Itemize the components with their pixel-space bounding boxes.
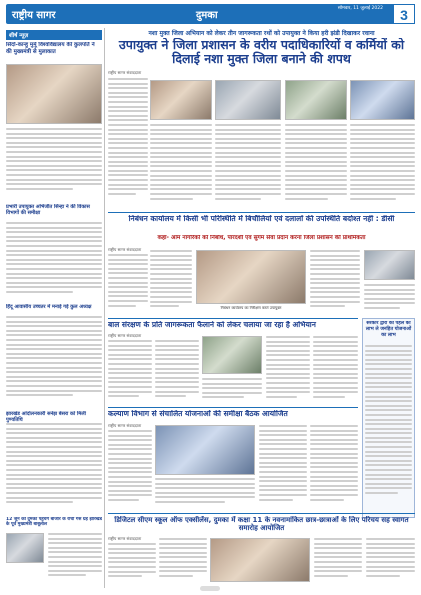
story5-body-col2	[159, 538, 207, 585]
sidebar-story5-headline: 12 जून को दुमका पहुंचेंगे बाजार के रांची गैस ग्रह झारखंड के पूर्व मुख्यमंत्री बाबूलाल	[6, 517, 102, 528]
section-rule-3	[108, 407, 358, 408]
story5-headline: डिजिटल सीएम स्कूल ऑफ एक्सीलेंस, दुमका में कक्षा 11 के नवनामांकित छात्र-छात्राओं के लिए परिचय सह स्वागत समारोह आयोजित	[114, 516, 409, 533]
sidebar-column	[6, 30, 102, 42]
section-rule-4	[108, 513, 415, 514]
sidebar-story4-headline: झारखंड आंदोलनकारी सनेझ बेसरा को मिली पुण्यतिथि	[6, 411, 86, 423]
lead-kicker: नशा मुक्त जिला अभियान को लेकर तीन जागरूकता रथों को उपायुक्त ने किया हरी झंडी दिखाकर रवाना	[148, 30, 375, 37]
story5-body-col3	[314, 538, 362, 585]
story4-photo	[155, 425, 255, 475]
lead-photo-2	[215, 80, 281, 120]
sidebar-story5-body	[48, 533, 102, 585]
story3-headline: बाल संरक्षण के प्रति जागरूकता फैलाने को लेकर चलाया जा रहा है अभियान	[108, 321, 316, 329]
date-line: सोमवार, 11 जुलाई 2022	[337, 6, 383, 11]
story2-body-col4	[364, 284, 415, 314]
story4-body-col3	[259, 425, 307, 510]
section-rule-2	[108, 318, 358, 319]
sidebar-portrait-photo	[6, 533, 44, 563]
story2-subhead: कहा- आम नागरिकों को निर्बाध, पारदर्शी एवं सुगम सेवा प्रदान करना जिला प्रशासन की प्राथमिकता	[157, 235, 366, 241]
section-title: दुमका	[196, 10, 218, 21]
story2-headline: निबंधन कार्यालय में किसी भी परिस्थिति में बिचौलियों एवं दलालों की उपस्थिति बर्दाश्त नहीं : डीसी	[128, 215, 395, 223]
lead-byline: राष्ट्रीय सागर संवाददाता	[108, 70, 142, 75]
lead-body-col5	[350, 124, 415, 210]
story3-body-col2	[155, 340, 199, 404]
story3-body-col4	[266, 336, 310, 404]
lead-body-col4	[285, 124, 347, 210]
column-divider	[104, 28, 105, 588]
story5-body-col4	[366, 538, 415, 585]
story5-byline: राष्ट्रीय सागर संवाददाता	[108, 536, 142, 541]
lead-photo-4	[350, 80, 415, 120]
sidebar-story2-body	[6, 222, 102, 302]
story5-body-col1	[108, 543, 156, 585]
story4-byline: राष्ट्रीय सागर संवाददाता	[108, 423, 142, 428]
lead-headline: उपायुक्त ने जिला प्रशासन के वरीय पदाधिकारियों व कर्मियों को दिलाई नशा मुक्त जिला बनाने की शपथ	[118, 38, 405, 67]
story4-body-col2	[155, 478, 255, 510]
sidebar-box-title: शीर्ष न्यूज़	[6, 30, 102, 40]
story2-body-col1	[108, 254, 148, 314]
story3-body-col5	[313, 336, 358, 404]
masthead	[6, 4, 415, 24]
sidebar-story4-body	[6, 423, 102, 513]
story3-body-col3	[202, 378, 262, 404]
section-rule-1	[108, 212, 415, 213]
sidebar-story3-body	[6, 316, 102, 408]
sidebar-story1-body	[6, 128, 102, 198]
sidebar-photo-1	[6, 64, 102, 124]
story5-photo	[210, 538, 310, 582]
story2-photo-2	[364, 250, 415, 280]
page-number: 3	[393, 4, 415, 24]
footer-ornament	[200, 586, 220, 591]
story2-caption: निबंधन कार्यालय का निरीक्षण करते उपायुक्त	[220, 306, 282, 310]
lead-photo-1	[150, 80, 212, 120]
story2-body-col2	[150, 250, 192, 314]
story2-body-col3	[310, 250, 360, 314]
sidebar-story3-headline: हिंदू आवासीय उच्चतर में मनाई गई कुल अध्यक्ष	[6, 304, 92, 310]
masthead-logo: राष्ट्रीय सागर	[12, 10, 56, 21]
lead-body-col3	[215, 124, 281, 210]
rightbox-body	[365, 345, 412, 515]
story4-body-col4	[310, 425, 358, 510]
sidebar-story2-headline: प्रभारी उपायुक्त अभिजीत सिन्हा ने की विकास विभागों की समीक्षा	[6, 204, 90, 216]
story3-body-col1	[108, 340, 152, 404]
story2-byline: राष्ट्रीय सागर संवाददाता	[108, 247, 142, 252]
lead-body-col2	[150, 124, 212, 210]
story3-photo	[202, 336, 262, 374]
story4-headline: कल्याण विभाग से संचालित योजनाओं की समीक्षा बैठक आयोजित	[108, 410, 288, 418]
sidebar-story1-headline: सिदो-कान्हु मुर्मू विश्वविद्यालय की कुलपति ने की मुख्यमंत्री से मुलाकात	[6, 42, 95, 55]
lead-body-col1	[108, 78, 148, 210]
rightbox-headline: सरकार द्वारा की पहल का लाभ ले जनहित योजनाओं का लाभ	[365, 321, 412, 338]
story4-body-col1	[108, 430, 152, 510]
story3-byline: राष्ट्रीय सागर संवाददाता	[108, 333, 142, 338]
lead-photo-3	[285, 80, 347, 120]
story2-photo	[196, 250, 306, 304]
